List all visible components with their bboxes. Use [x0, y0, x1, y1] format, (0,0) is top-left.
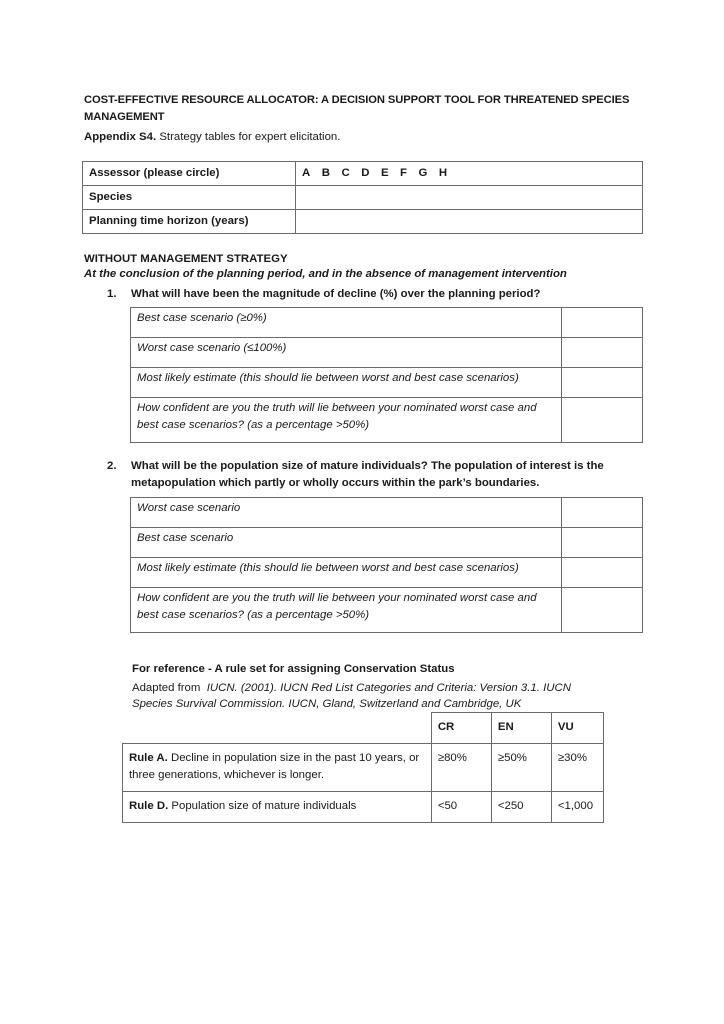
column-header-cr: CR: [431, 713, 491, 744]
assessor-option-c[interactable]: C: [341, 167, 350, 179]
question-2-table: [130, 497, 643, 633]
table-row: [83, 162, 643, 186]
answer-field[interactable]: [562, 558, 643, 588]
rule-label: Rule A.: [129, 751, 168, 764]
row-label: Most likely estimate (this should lie between worst and best case scenarios): [131, 368, 562, 398]
planning-horizon-label: Planning time horizon (years): [83, 210, 296, 234]
assessor-options: [296, 162, 643, 186]
assessor-option-f[interactable]: F: [400, 167, 408, 179]
table-row: [131, 308, 643, 338]
reference-source: [132, 680, 612, 712]
planning-horizon-field[interactable]: [296, 210, 643, 234]
reference-citation: IUCN. (2001). IUCN Red List Categories and Criteria: Version 3.1. IUCN Species Survival Commission. IUCN, Gland, Switzerland and Cambridge, UK: [132, 682, 571, 710]
table-row: [131, 498, 643, 528]
rule-value: ≥50%: [491, 743, 551, 791]
row-label: Best case scenario (≥0%): [131, 308, 562, 338]
section-subheading: At the conclusion of the planning period, and in the absence of management intervention: [84, 268, 567, 280]
rule-d-cell: [123, 791, 432, 822]
appendix-label: Appendix S4.: [84, 131, 157, 143]
question-number: 1.: [107, 288, 117, 300]
appendix-text: Strategy tables for expert elicitation.: [156, 131, 341, 143]
answer-field[interactable]: [562, 368, 643, 398]
question-number: 2.: [107, 460, 117, 472]
species-label: Species: [83, 186, 296, 210]
header-blank: [123, 713, 432, 744]
document-title: COST-EFFECTIVE RESOURCE ALLOCATOR: A DECISION SUPPORT TOOL FOR THREATENED SPECIES MANAGEMENT: [84, 94, 630, 123]
species-field[interactable]: [296, 186, 643, 210]
question-1-table: [130, 307, 643, 443]
row-label: How confident are you the truth will lie between your nominated worst case and best case scenarios? (as a percentage >50%): [131, 398, 562, 443]
table-row: [123, 743, 604, 791]
row-label: Best case scenario: [131, 528, 562, 558]
question-text: What will have been the magnitude of decline (%) over the planning period?: [131, 288, 541, 300]
rule-value: <50: [431, 791, 491, 822]
rule-value: <250: [491, 791, 551, 822]
answer-field[interactable]: [562, 308, 643, 338]
assessor-option-g[interactable]: G: [418, 167, 428, 179]
assessor-label: Assessor (please circle): [83, 162, 296, 186]
column-header-en: EN: [491, 713, 551, 744]
table-row: [131, 528, 643, 558]
reference-title: For reference - A rule set for assigning Conservation Status: [132, 663, 455, 675]
table-row: [83, 186, 643, 210]
assessor-table: [82, 161, 643, 234]
answer-field[interactable]: [562, 498, 643, 528]
table-row: [131, 338, 643, 368]
row-label: Most likely estimate (this should lie between worst and best case scenarios): [131, 558, 562, 588]
answer-field[interactable]: [562, 528, 643, 558]
assessor-option-e[interactable]: E: [380, 167, 389, 179]
answer-field[interactable]: [562, 588, 643, 633]
rule-a-cell: [123, 743, 432, 791]
assessor-option-d[interactable]: D: [361, 167, 370, 179]
table-row: [131, 588, 643, 633]
table-row: [123, 791, 604, 822]
reference-source-prefix: Adapted from: [132, 682, 207, 694]
rule-value: <1,000: [551, 791, 603, 822]
appendix-caption: [84, 131, 340, 143]
rule-value: ≥30%: [551, 743, 603, 791]
rule-label: Rule D.: [129, 799, 169, 812]
table-header-row: [123, 713, 604, 744]
row-label: Worst case scenario (≤100%): [131, 338, 562, 368]
assessor-option-a[interactable]: A: [302, 167, 311, 179]
conservation-status-table: [122, 712, 604, 823]
assessor-option-h[interactable]: H: [438, 167, 448, 179]
table-row: [131, 398, 643, 443]
rule-value: ≥80%: [431, 743, 491, 791]
table-row: [131, 558, 643, 588]
table-row: [83, 210, 643, 234]
question-text: What will be the population size of mature individuals? The population of interest is the metapopulation which partly or wholly occurs within the park’s boundaries.: [131, 460, 604, 489]
row-label: Worst case scenario: [131, 498, 562, 528]
answer-field[interactable]: [562, 338, 643, 368]
answer-field[interactable]: [562, 398, 643, 443]
table-row: [131, 368, 643, 398]
rule-description: Population size of mature individuals: [168, 799, 357, 812]
assessor-option-b[interactable]: B: [321, 167, 330, 179]
section-heading: WITHOUT MANAGEMENT STRATEGY: [84, 253, 288, 265]
rule-description: Decline in population size in the past 10 years, or three generations, whichever is longer.: [129, 751, 420, 781]
row-label: How confident are you the truth will lie between your nominated worst case and best case scenarios? (as a percentage >50%): [131, 588, 562, 633]
column-header-vu: VU: [551, 713, 603, 744]
